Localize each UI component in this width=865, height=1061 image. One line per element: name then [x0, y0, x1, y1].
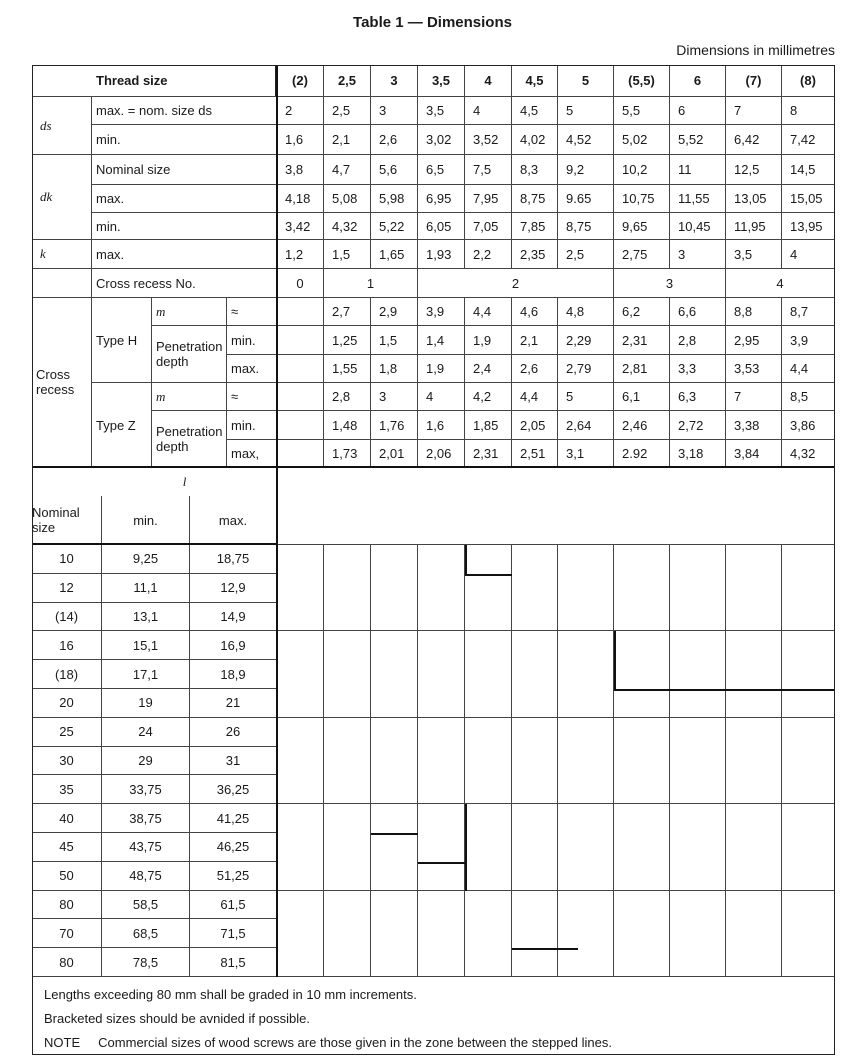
- type_h-m-6: 4,8: [558, 298, 614, 326]
- length-zone-cell: [418, 891, 465, 977]
- stepped-line: [371, 833, 418, 835]
- length-zone-cell: [277, 718, 324, 804]
- type_z-pen_max-10: 4,32: [782, 440, 835, 468]
- note-commercial: NOTE Commercial sizes of wood screws are those given in the zone between the stepped lines.: [44, 1035, 612, 1050]
- length-nominal-12: 80: [32, 891, 102, 920]
- length-zone-cell: [670, 891, 726, 977]
- length-zone-cell: [465, 804, 512, 890]
- row-3-value-1: 5,08: [324, 185, 371, 213]
- row-0-value-0: 2: [277, 97, 324, 125]
- type_z-pen_max-4: 2,31: [465, 440, 512, 468]
- length-max-10: 46,25: [190, 833, 277, 862]
- length-zone-cell: [371, 545, 418, 631]
- length-nominal-14: 80: [32, 948, 102, 977]
- table-title: Table 1 — Dimensions: [353, 14, 512, 31]
- type_z-m-10: 8,5: [782, 383, 835, 411]
- length-max-14: 81,5: [190, 948, 277, 977]
- row-5-value-9: 3,5: [726, 240, 782, 269]
- type_h-m-8: 6,6: [670, 298, 726, 326]
- type_h-m-1: 2,7: [324, 298, 371, 326]
- stepped-line: [465, 574, 512, 576]
- type_h-pen_min-8: 2,8: [670, 326, 726, 355]
- type_z-m-9: 7: [726, 383, 782, 411]
- row-3-value-3: 6,95: [418, 185, 465, 213]
- type_z-pen_max-2: 2,01: [371, 440, 418, 468]
- row-0-value-1: 2,5: [324, 97, 371, 125]
- type_h-pen_min-7: 2,31: [614, 326, 670, 355]
- type_h-pen_max-10: 4,4: [782, 355, 835, 383]
- length-max-4: 18,9: [190, 660, 277, 689]
- type_h-pen_max-7: 2,81: [614, 355, 670, 383]
- length-zone-cell: [324, 631, 371, 717]
- type_h-pen_min-6: 2,29: [558, 326, 614, 355]
- symbol-k: k: [32, 240, 92, 269]
- row-1-value-0: 1,6: [277, 125, 324, 155]
- length-max-2: 14,9: [190, 603, 277, 632]
- length-nominal-9: 40: [32, 804, 102, 833]
- thread-size-9: (7): [726, 65, 782, 97]
- type_z-pen_min-9: 3,38: [726, 411, 782, 440]
- cross-recess-no-label: Cross recess No.: [92, 269, 277, 298]
- length-zone-cell: [782, 631, 835, 717]
- type_z-m-8: 6,3: [670, 383, 726, 411]
- row-label-4: min.: [92, 213, 277, 240]
- stepped-line: [614, 689, 835, 691]
- row-0-value-7: 5,5: [614, 97, 670, 125]
- row-4-value-2: 5,22: [371, 213, 418, 240]
- length-zone-cell: [277, 891, 324, 977]
- length-zone-cell: [465, 718, 512, 804]
- row-2-value-4: 7,5: [465, 155, 512, 185]
- length-min-7: 29: [102, 747, 190, 776]
- length-zone-cell: [614, 631, 670, 717]
- row-label-2: Nominal size: [92, 155, 277, 185]
- length-nominal-11: 50: [32, 862, 102, 891]
- stepped-line: [465, 545, 467, 574]
- length-min-4: 17,1: [102, 660, 190, 689]
- row-3-value-4: 7,95: [465, 185, 512, 213]
- length-max-1: 12,9: [190, 574, 277, 603]
- thread-size-1: 2,5: [324, 65, 371, 97]
- length-zone-cell: [558, 718, 614, 804]
- type_z-pen_max-5: 2,51: [512, 440, 558, 468]
- thread-size-0: (2): [277, 65, 324, 97]
- type_h-pen_max-4: 2,4: [465, 355, 512, 383]
- row-2-value-2: 5,6: [371, 155, 418, 185]
- row-4-value-1: 4,32: [324, 213, 371, 240]
- type_h-pen_max-9: 3,53: [726, 355, 782, 383]
- type_h-m-7: 6,2: [614, 298, 670, 326]
- type_z-m-6: 5: [558, 383, 614, 411]
- row-2-value-7: 10,2: [614, 155, 670, 185]
- thread-size-6: 5: [558, 65, 614, 97]
- row-4-value-8: 10,45: [670, 213, 726, 240]
- row-2-value-9: 12,5: [726, 155, 782, 185]
- row-4-value-9: 11,95: [726, 213, 782, 240]
- type_h-pen_min-3: 1,4: [418, 326, 465, 355]
- type_z-pen_max-3: 2,06: [418, 440, 465, 468]
- length-nominal-13: 70: [32, 919, 102, 948]
- length-nominal-header: Nominal size: [32, 496, 102, 545]
- row-label-1: min.: [92, 125, 277, 155]
- stepped-line: [614, 631, 616, 689]
- length-min-14: 78,5: [102, 948, 190, 977]
- row-5-value-10: 4: [782, 240, 835, 269]
- cross-recess-no-2: 2: [418, 269, 614, 298]
- type_h-pen_max-2: 1,8: [371, 355, 418, 383]
- length-nominal-8: 35: [32, 775, 102, 804]
- row-5-value-8: 3: [670, 240, 726, 269]
- row-1-value-3: 3,02: [418, 125, 465, 155]
- cross-recess-no-1: 1: [324, 269, 418, 298]
- type-label-type_h: Type H: [92, 298, 152, 383]
- length-zone-cell: [726, 631, 782, 717]
- type_h-m-5: 4,6: [512, 298, 558, 326]
- length-zone-cell: [512, 545, 558, 631]
- length-zone-cell: [614, 545, 670, 631]
- row-0-value-4: 4: [465, 97, 512, 125]
- type_z-pen_min-4: 1,85: [465, 411, 512, 440]
- length-min-9: 38,75: [102, 804, 190, 833]
- length-max-0: 18,75: [190, 545, 277, 574]
- row-0-value-5: 4,5: [512, 97, 558, 125]
- row-5-value-6: 2,5: [558, 240, 614, 269]
- row-1-value-1: 2,1: [324, 125, 371, 155]
- type_h-pen_min-2: 1,5: [371, 326, 418, 355]
- row-1-value-2: 2,6: [371, 125, 418, 155]
- row-label-3: max.: [92, 185, 277, 213]
- note-lengths: Lengths exceeding 80 mm shall be graded in 10 mm increments.: [44, 987, 417, 1002]
- type_z-m-3: 4: [418, 383, 465, 411]
- length-zone-cell: [512, 804, 558, 890]
- stepped-line: [465, 804, 467, 890]
- row-1-value-5: 4,02: [512, 125, 558, 155]
- length-zone-cell: [277, 545, 324, 631]
- type_h-pen_min-0: [277, 326, 324, 355]
- length-zone-cell: [418, 545, 465, 631]
- label-divider: [276, 65, 278, 468]
- thread-size-4: 4: [465, 65, 512, 97]
- type_z-m-4: 4,2: [465, 383, 512, 411]
- type_h-m-4: 4,4: [465, 298, 512, 326]
- type_z-pen_max-1: 1,73: [324, 440, 371, 468]
- approx-type_z: ≈: [227, 383, 277, 411]
- type_z-pen_max-6: 3,1: [558, 440, 614, 468]
- symbol-m-type_z: m: [152, 383, 227, 411]
- row-4-value-6: 8,75: [558, 213, 614, 240]
- length-zone-cell: [371, 631, 418, 717]
- stepped-line: [512, 948, 578, 950]
- type_z-m-0: [277, 383, 324, 411]
- type_h-pen_max-1: 1,55: [324, 355, 371, 383]
- row-5-value-7: 2,75: [614, 240, 670, 269]
- type_z-pen_min-8: 2,72: [670, 411, 726, 440]
- row-2-value-8: 11: [670, 155, 726, 185]
- length-min-6: 24: [102, 718, 190, 747]
- length-min-10: 43,75: [102, 833, 190, 862]
- type_z-pen_max-9: 3,84: [726, 440, 782, 468]
- symbol-m-type_h: m: [152, 298, 227, 326]
- length-nominal-10: 45: [32, 833, 102, 862]
- length-zone-cell: [782, 891, 835, 977]
- length-zone-cell: [726, 891, 782, 977]
- type_z-pen_min-7: 2,46: [614, 411, 670, 440]
- type_h-pen_min-1: 1,25: [324, 326, 371, 355]
- type_z-m-5: 4,4: [512, 383, 558, 411]
- length-zone-cell: [558, 804, 614, 890]
- row-4-value-0: 3,42: [277, 213, 324, 240]
- length-min-11: 48,75: [102, 862, 190, 891]
- row-5-value-5: 2,35: [512, 240, 558, 269]
- length-zone-cell: [324, 891, 371, 977]
- length-max-header: max.: [190, 496, 277, 545]
- thread-size-label: Thread size: [92, 65, 277, 97]
- type-label-type_z: Type Z: [92, 383, 152, 468]
- length-zone-cell: [614, 718, 670, 804]
- row-5-value-2: 1,65: [371, 240, 418, 269]
- dimensions-table: [32, 65, 835, 977]
- length-max-6: 26: [190, 718, 277, 747]
- row-0-value-6: 5: [558, 97, 614, 125]
- length-section-divider: [32, 466, 835, 468]
- length-min-8: 33,75: [102, 775, 190, 804]
- penetration-depth-type_z: Penetration depth: [152, 411, 227, 468]
- row-4-value-10: 13,95: [782, 213, 835, 240]
- type_z-pen_min-0: [277, 411, 324, 440]
- row-0-value-10: 8: [782, 97, 835, 125]
- length-zone-cell: [512, 718, 558, 804]
- thread-size-5: 4,5: [512, 65, 558, 97]
- type_h-m-10: 8,7: [782, 298, 835, 326]
- row-2-value-3: 6,5: [418, 155, 465, 185]
- type_h-m-9: 8,8: [726, 298, 782, 326]
- length-min-1: 11,1: [102, 574, 190, 603]
- length-nominal-7: 30: [32, 747, 102, 776]
- type_h-m-0: [277, 298, 324, 326]
- length-max-7: 31: [190, 747, 277, 776]
- length-max-11: 51,25: [190, 862, 277, 891]
- pen-max-label-type_z: max,: [227, 440, 277, 468]
- length-zone-cell: [782, 545, 835, 631]
- type_z-m-1: 2,8: [324, 383, 371, 411]
- row-5-value-0: 1,2: [277, 240, 324, 269]
- length-symbol: l: [182, 474, 187, 489]
- row-3-value-2: 5,98: [371, 185, 418, 213]
- length-zone-cell: [371, 891, 418, 977]
- length-zone-cell: [277, 804, 324, 890]
- type_h-m-3: 3,9: [418, 298, 465, 326]
- type_z-pen_min-10: 3,86: [782, 411, 835, 440]
- type_z-pen_min-5: 2,05: [512, 411, 558, 440]
- row-1-value-8: 5,52: [670, 125, 726, 155]
- row-5-value-4: 2,2: [465, 240, 512, 269]
- thread-size-10: (8): [782, 65, 835, 97]
- row-2-value-5: 8,3: [512, 155, 558, 185]
- type_h-pen_min-5: 2,1: [512, 326, 558, 355]
- length-min-13: 68,5: [102, 919, 190, 948]
- type_h-pen_max-0: [277, 355, 324, 383]
- row-3-value-6: 9.65: [558, 185, 614, 213]
- row-1-value-9: 6,42: [726, 125, 782, 155]
- row-3-value-5: 8,75: [512, 185, 558, 213]
- approx-type_h: ≈: [227, 298, 277, 326]
- row-4-value-3: 6,05: [418, 213, 465, 240]
- length-nominal-4: (18): [32, 660, 102, 689]
- type_z-pen_min-2: 1,76: [371, 411, 418, 440]
- length-min-header: min.: [102, 496, 190, 545]
- length-min-3: 15,1: [102, 631, 190, 660]
- type_h-pen_max-5: 2,6: [512, 355, 558, 383]
- length-nominal-0: 10: [32, 545, 102, 574]
- units-caption: Dimensions in millimetres: [676, 42, 835, 58]
- row-3-value-8: 11,55: [670, 185, 726, 213]
- row-3-value-7: 10,75: [614, 185, 670, 213]
- type_z-pen_max-7: 2.92: [614, 440, 670, 468]
- length-zone-cell: [277, 631, 324, 717]
- row-3-value-0: 4,18: [277, 185, 324, 213]
- length-zone-cell: [324, 545, 371, 631]
- length-max-12: 61,5: [190, 891, 277, 920]
- row-0-value-2: 3: [371, 97, 418, 125]
- length-zone-cell: [324, 804, 371, 890]
- row-4-value-7: 9,65: [614, 213, 670, 240]
- type_h-pen_min-4: 1,9: [465, 326, 512, 355]
- length-zone-cell: [726, 545, 782, 631]
- length-nominal-1: 12: [32, 574, 102, 603]
- length-zone-cell: [558, 631, 614, 717]
- length-zone-cell: [614, 891, 670, 977]
- length-min-2: 13,1: [102, 603, 190, 632]
- length-max-5: 21: [190, 689, 277, 718]
- length-zone-cell: [465, 891, 512, 977]
- row-1-value-6: 4,52: [558, 125, 614, 155]
- row-2-value-0: 3,8: [277, 155, 324, 185]
- row-1-value-4: 3,52: [465, 125, 512, 155]
- type_z-m-7: 6,1: [614, 383, 670, 411]
- length-zone-cell: [558, 545, 614, 631]
- note-brackets: Bracketed sizes should be avnided if possible.: [44, 1011, 310, 1026]
- length-zone-cell: [512, 891, 558, 977]
- row-2-value-1: 4,7: [324, 155, 371, 185]
- table-notes: [44, 983, 612, 1055]
- symbol-empty: [32, 269, 92, 298]
- thread-size-2: 3: [371, 65, 418, 97]
- length-zone-cell: [670, 718, 726, 804]
- cross-recess-label: Cross recess: [32, 298, 92, 468]
- row-2-value-6: 9,2: [558, 155, 614, 185]
- length-zone-cell: [726, 718, 782, 804]
- length-max-3: 16,9: [190, 631, 277, 660]
- symbol-ds: ds: [32, 97, 92, 155]
- type_h-pen_max-6: 2,79: [558, 355, 614, 383]
- length-zone-cell: [558, 891, 614, 977]
- row-3-value-9: 13,05: [726, 185, 782, 213]
- length-zone-cell: [512, 631, 558, 717]
- row-1-value-10: 7,42: [782, 125, 835, 155]
- symbol-dk: dk: [32, 155, 92, 240]
- length-divider: [276, 468, 278, 977]
- length-zone-cell: [782, 718, 835, 804]
- cross-recess-no-4: 4: [726, 269, 835, 298]
- row-label-5: max.: [92, 240, 277, 269]
- length-zone-cell: [465, 545, 512, 631]
- length-max-13: 71,5: [190, 919, 277, 948]
- length-zone-cell: [726, 804, 782, 890]
- pen-max-label-type_h: max.: [227, 355, 277, 383]
- length-nominal-6: 25: [32, 718, 102, 747]
- type_z-pen_min-3: 1,6: [418, 411, 465, 440]
- stepped-line: [418, 862, 465, 864]
- length-zone-cell: [371, 718, 418, 804]
- row-0-value-3: 3,5: [418, 97, 465, 125]
- length-header-divider: [32, 543, 277, 545]
- length-zone-cell: [418, 804, 465, 890]
- pen-min-label-type_h: min.: [227, 326, 277, 355]
- penetration-depth-type_h: Penetration depth: [152, 326, 227, 383]
- length-min-0: 9,25: [102, 545, 190, 574]
- length-header-empty: [277, 468, 835, 545]
- length-zone-cell: [418, 631, 465, 717]
- cross-recess-no-3: 3: [614, 269, 726, 298]
- length-zone-cell: [418, 718, 465, 804]
- row-5-value-1: 1,5: [324, 240, 371, 269]
- row-2-value-10: 14,5: [782, 155, 835, 185]
- length-max-8: 36,25: [190, 775, 277, 804]
- length-zone-cell: [670, 545, 726, 631]
- length-zone-cell: [324, 718, 371, 804]
- pen-min-label-type_z: min.: [227, 411, 277, 440]
- length-nominal-3: 16: [32, 631, 102, 660]
- cross-recess-no-0: 0: [277, 269, 324, 298]
- length-max-9: 41,25: [190, 804, 277, 833]
- type_z-pen_min-6: 2,64: [558, 411, 614, 440]
- row-3-value-10: 15,05: [782, 185, 835, 213]
- length-zone-cell: [371, 804, 418, 890]
- length-zone-cell: [782, 804, 835, 890]
- row-5-value-3: 1,93: [418, 240, 465, 269]
- row-4-value-5: 7,85: [512, 213, 558, 240]
- type_z-pen_min-1: 1,48: [324, 411, 371, 440]
- type_h-pen_max-8: 3,3: [670, 355, 726, 383]
- length-min-5: 19: [102, 689, 190, 718]
- row-4-value-4: 7,05: [465, 213, 512, 240]
- row-1-value-7: 5,02: [614, 125, 670, 155]
- thread-size-7: (5,5): [614, 65, 670, 97]
- length-zone-cell: [614, 804, 670, 890]
- type_h-pen_max-3: 1,9: [418, 355, 465, 383]
- type_z-pen_max-8: 3,18: [670, 440, 726, 468]
- type_h-m-2: 2,9: [371, 298, 418, 326]
- length-nominal-5: 20: [32, 689, 102, 718]
- length-min-12: 58,5: [102, 891, 190, 920]
- type_h-pen_min-9: 2,95: [726, 326, 782, 355]
- length-zone-cell: [465, 631, 512, 717]
- type_z-m-2: 3: [371, 383, 418, 411]
- row-0-value-9: 7: [726, 97, 782, 125]
- row-0-value-8: 6: [670, 97, 726, 125]
- thread-size-3: 3,5: [418, 65, 465, 97]
- length-zone-cell: [670, 631, 726, 717]
- length-zone-cell: [670, 804, 726, 890]
- thread-size-8: 6: [670, 65, 726, 97]
- type_z-pen_max-0: [277, 440, 324, 468]
- length-nominal-2: (14): [32, 603, 102, 632]
- row-label-0: max. = nom. size ds: [92, 97, 277, 125]
- type_h-pen_min-10: 3,9: [782, 326, 835, 355]
